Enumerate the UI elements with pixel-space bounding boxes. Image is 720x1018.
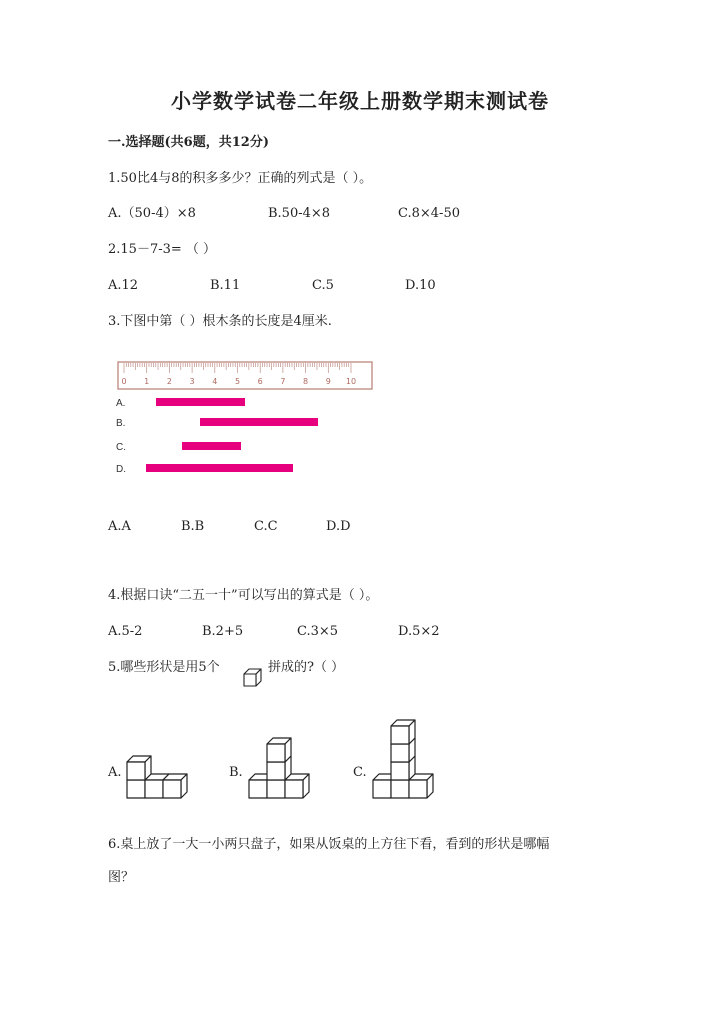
q3-option-b[interactable]: B.B [181,519,205,534]
question-2: 2.15－7-3= （ ） [108,242,217,257]
cube [267,738,291,762]
wood-bar [200,418,318,426]
question-5-part2: 拼成的?（ ） [268,660,345,675]
ruler-number: 1 [144,377,150,386]
ruler-number: 10 [345,377,357,386]
q5-option-c[interactable]: C. [353,765,367,780]
section-heading: 一.选择题(共6题，共12分) [108,135,269,150]
q4-option-b[interactable]: B.2+5 [202,624,244,639]
ruler-number: 6 [257,377,263,386]
question-6-line2: 图？ [108,870,135,885]
page-title: 小学数学试卷二年级上册数学期末测试卷 [171,89,549,113]
cube [163,774,187,798]
q2-option-b[interactable]: B.11 [210,278,241,293]
q5-option-b[interactable]: B. [229,765,243,780]
q1-option-b[interactable]: B.50-4×8 [268,206,331,221]
question-5-part1: 5.哪些形状是用5个 [108,660,220,675]
ruler-number: 3 [189,377,195,386]
cube-figure-b [245,720,317,800]
question-1: 1.50比4与8的积多多少？正确的列式是（ ）。 [108,171,373,186]
q2-option-c[interactable]: C.5 [312,278,334,293]
question-6-line1: 6.桌上放了一大一小两只盘子，如果从饭桌的上方往下看，看到的形状是哪幅 [108,837,550,852]
q2-option-a[interactable]: A.12 [108,278,139,293]
q5-option-a[interactable]: A. [108,765,122,780]
q3-option-a[interactable]: A.A [108,519,131,534]
wood-bar [156,398,245,406]
ruler-number: 4 [212,377,218,386]
q4-option-d[interactable]: D.5×2 [398,624,440,639]
wood-bar [182,442,241,450]
cube [409,774,433,798]
q1-option-c[interactable]: C.8×4-50 [398,206,460,221]
bar-label: B. [116,418,126,429]
bar-label: D. [116,464,126,475]
ruler-number: 7 [280,377,286,386]
bar-label: C. [116,442,126,453]
question-3: 3.下图中第（ ）根木条的长度是4厘米. [108,314,332,329]
cube [285,774,309,798]
q4-option-a[interactable]: A.5-2 [108,624,143,639]
ruler-figure [110,357,380,487]
q2-option-d[interactable]: D.10 [405,278,436,293]
cube-figure-c [369,700,441,800]
q3-option-d[interactable]: D.D [326,519,351,534]
cube [391,720,415,744]
unit-cube-icon [242,666,264,690]
question-4: 4.根据口诀“二五一十”可以写出的算式是（ ）。 [108,588,379,603]
ruler-number: 5 [234,377,241,386]
q4-option-c[interactable]: C.3×5 [297,624,339,639]
wood-bar [146,464,293,472]
ruler-number: 9 [325,377,331,386]
ruler-number: 8 [303,377,309,386]
q3-option-c[interactable]: C.C [254,519,278,534]
bar-label: A. [116,398,126,409]
cube [127,756,151,780]
ruler-number: 2 [166,377,172,386]
cube-figure-a [123,740,195,800]
ruler-number: 0 [121,377,127,386]
q1-option-a[interactable]: A.（50-4）×8 [108,206,196,221]
